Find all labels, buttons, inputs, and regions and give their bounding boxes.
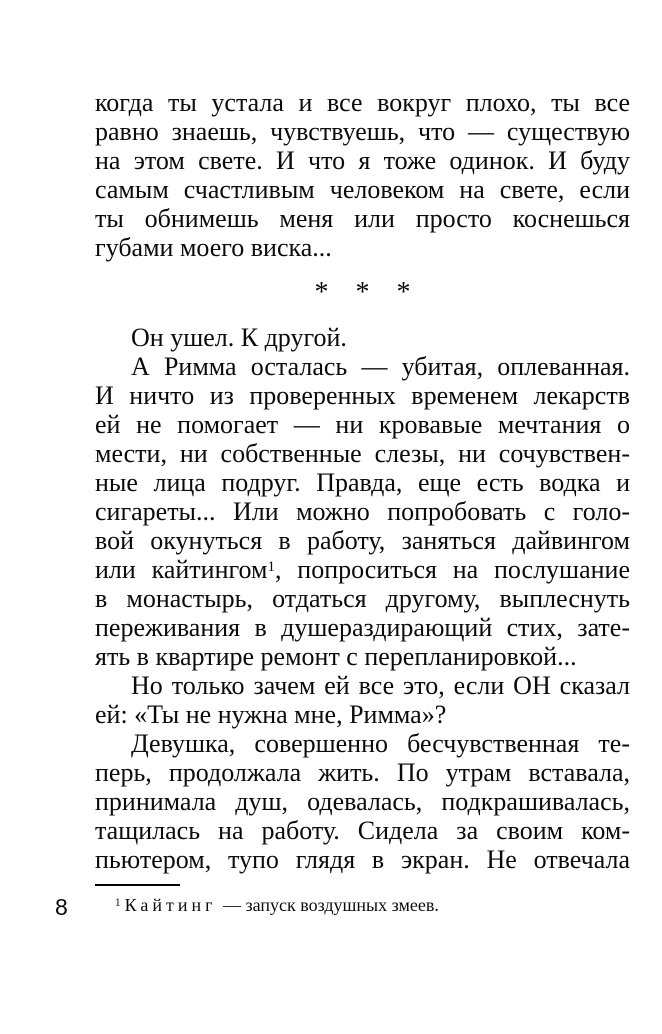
text-line: тащилась на работу. Сидела за своим ком- bbox=[95, 816, 630, 845]
text-line-with-footnote-ref bbox=[95, 555, 630, 584]
text-line: переживания в душераздирающий стих, зате- bbox=[95, 613, 630, 642]
text-line: вой окунуться в работу, заняться дайвингом bbox=[95, 526, 630, 555]
text-segment: , попроситься на послушание bbox=[275, 555, 630, 584]
text-line: ные лица подруг. Правда, еще есть водка и bbox=[95, 468, 630, 497]
text-line: И ничто из проверенных временем лекарств bbox=[95, 381, 630, 410]
text-line: Девушка, совершенно бесчувственная те- bbox=[131, 729, 630, 758]
text-line: перь, продолжала жить. По утрам вставала, bbox=[95, 758, 630, 787]
text-line: ять в квартире ремонт с перепланировкой... bbox=[95, 642, 577, 671]
text-line: сигареты... Или можно попробовать с голо- bbox=[95, 497, 630, 526]
main-text-block bbox=[95, 88, 630, 874]
footnote-rule bbox=[95, 884, 180, 886]
text-line: ей: «Ты не нужна мне, Римма»? bbox=[95, 700, 447, 729]
text-line: самым счастливым человеком на свете, если bbox=[95, 175, 630, 204]
text-line: принимала душ, одевалась, подкрашивалась, bbox=[95, 787, 630, 816]
text-line: ей не помогает — ни кровавые мечтания о bbox=[95, 410, 630, 439]
text-line: ты обнимешь меня или просто коснешься bbox=[95, 204, 630, 233]
text-line: мести, ни собственные слезы, ни сочувствен- bbox=[95, 439, 630, 468]
section-separator: * * * bbox=[314, 277, 411, 308]
page-number: 8 bbox=[55, 894, 68, 920]
text-line: в монастырь, отдаться другому, выплеснуть bbox=[95, 584, 630, 613]
footnote-marker: 1 bbox=[115, 897, 121, 909]
text-line: губами моего виска... bbox=[95, 233, 332, 262]
text-line: Но только зачем ей все это, если ОН сказал bbox=[131, 671, 630, 700]
text-line: равно знаешь, чувствуешь, что — существую bbox=[95, 117, 630, 146]
text-line: А Римма осталась — убитая, оплеванная. bbox=[131, 352, 630, 381]
text-line: Он ушел. К другой. bbox=[131, 323, 347, 352]
text-segment: или кайтингом bbox=[95, 555, 268, 584]
text-line: пьютером, тупо глядя в экран. Не отвечала bbox=[95, 845, 630, 874]
footnote-definition: — запуск воздушных змеев. bbox=[222, 895, 439, 915]
footnote-reference: 1 bbox=[267, 559, 275, 575]
text-line: когда ты устала и все вокруг плохо, ты все bbox=[95, 88, 630, 117]
text-line: на этом свете. И что я тоже одинок. И буду bbox=[95, 146, 630, 175]
footnote-text bbox=[95, 892, 630, 918]
footnote-block bbox=[95, 884, 630, 918]
footnote-term: Кайтинг bbox=[124, 895, 217, 915]
